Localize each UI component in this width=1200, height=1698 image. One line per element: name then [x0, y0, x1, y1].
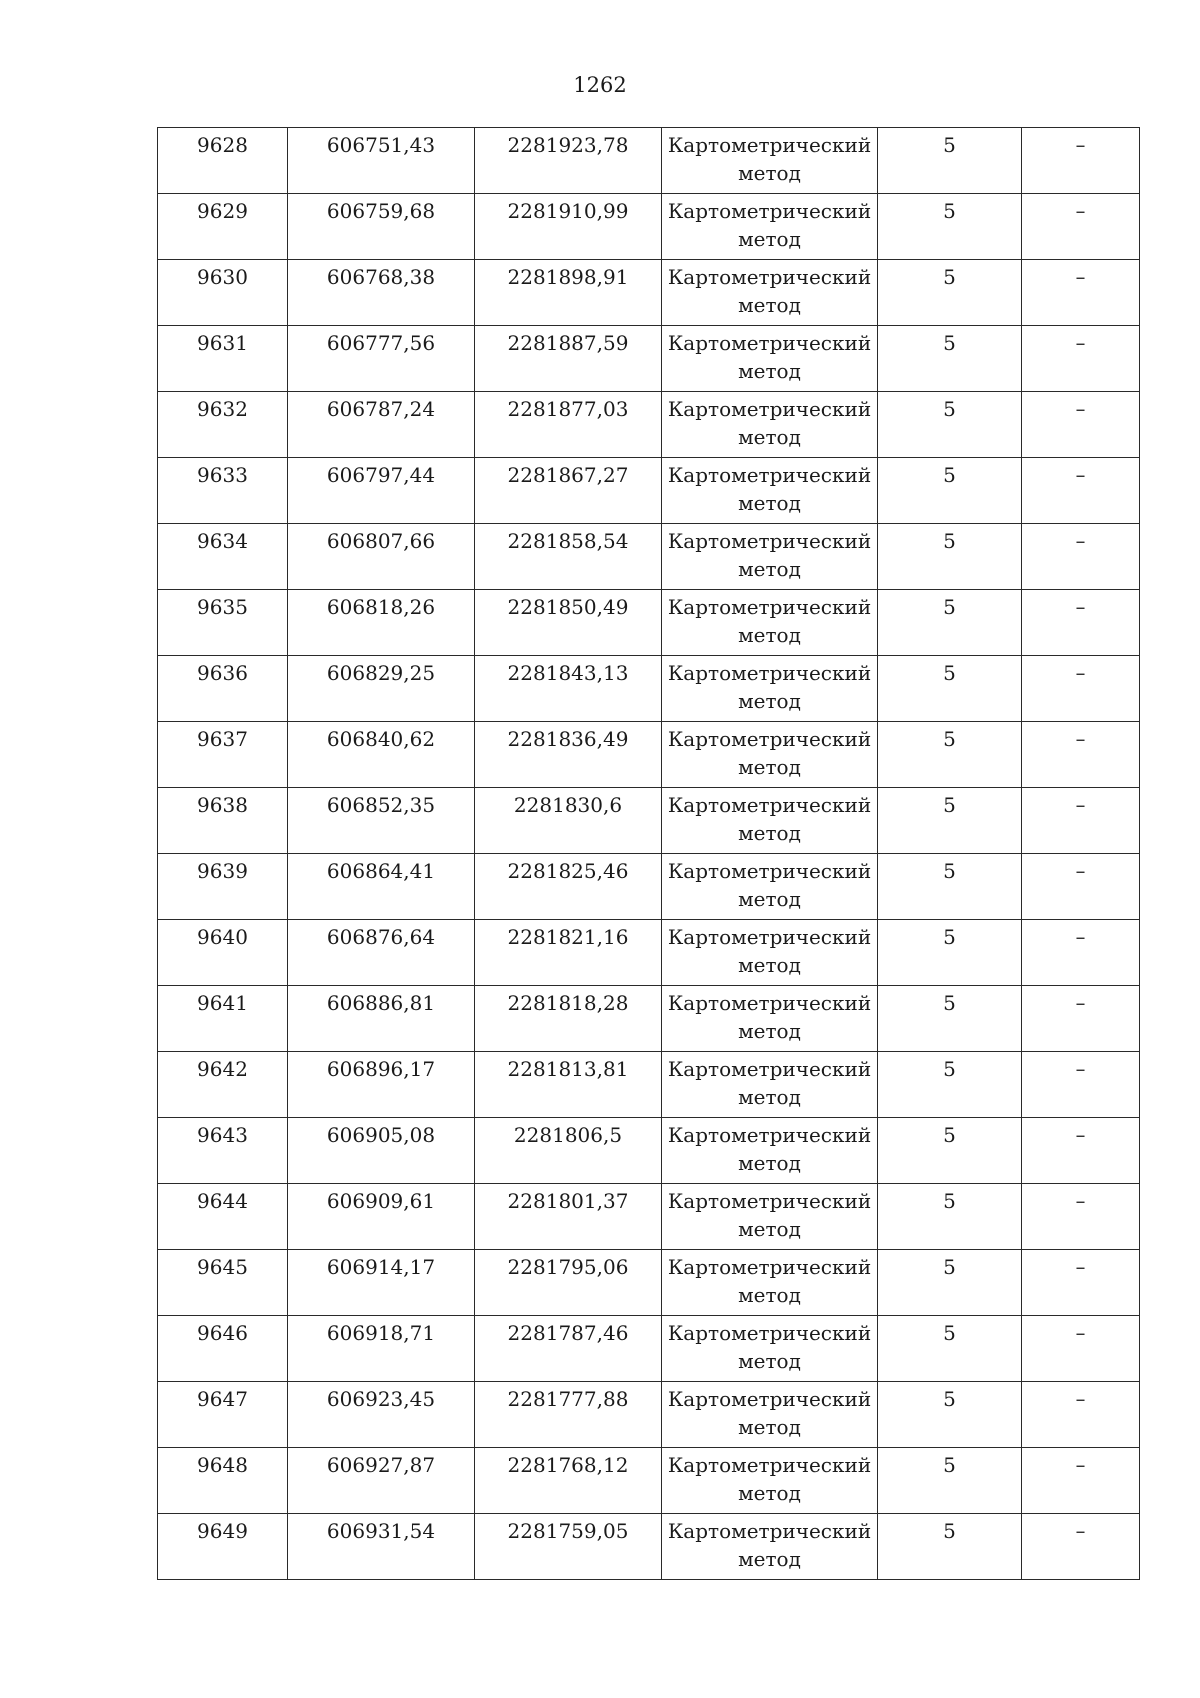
table-row: [158, 656, 1140, 722]
method-cell: Картометрический метод: [662, 590, 878, 656]
x-coordinate-cell: 606876,64: [288, 920, 475, 986]
table-row: [158, 458, 1140, 524]
note-cell: –: [1022, 260, 1140, 326]
method-cell: Картометрический метод: [662, 1052, 878, 1118]
note-cell: –: [1022, 392, 1140, 458]
method-cell: Картометрический метод: [662, 260, 878, 326]
accuracy-cell: 5: [878, 1448, 1022, 1514]
accuracy-cell: 5: [878, 326, 1022, 392]
x-coordinate-cell: 606886,81: [288, 986, 475, 1052]
point-number-cell: 9641: [158, 986, 288, 1052]
y-coordinate-cell: 2281777,88: [475, 1382, 662, 1448]
x-coordinate-cell: 606797,44: [288, 458, 475, 524]
table-row: [158, 986, 1140, 1052]
y-coordinate-cell: 2281813,81: [475, 1052, 662, 1118]
point-number-cell: 9630: [158, 260, 288, 326]
point-number-cell: 9631: [158, 326, 288, 392]
y-coordinate-cell: 2281830,6: [475, 788, 662, 854]
x-coordinate-cell: 606751,43: [288, 128, 475, 194]
note-cell: –: [1022, 194, 1140, 260]
y-coordinate-cell: 2281759,05: [475, 1514, 662, 1580]
x-coordinate-cell: 606759,68: [288, 194, 475, 260]
accuracy-cell: 5: [878, 1184, 1022, 1250]
method-cell: Картометрический метод: [662, 920, 878, 986]
table-row: [158, 1316, 1140, 1382]
accuracy-cell: 5: [878, 920, 1022, 986]
y-coordinate-cell: 2281887,59: [475, 326, 662, 392]
accuracy-cell: 5: [878, 1052, 1022, 1118]
y-coordinate-cell: 2281768,12: [475, 1448, 662, 1514]
x-coordinate-cell: 606852,35: [288, 788, 475, 854]
point-number-cell: 9643: [158, 1118, 288, 1184]
y-coordinate-cell: 2281923,78: [475, 128, 662, 194]
note-cell: –: [1022, 326, 1140, 392]
note-cell: –: [1022, 128, 1140, 194]
x-coordinate-cell: 606931,54: [288, 1514, 475, 1580]
table-row: [158, 1514, 1140, 1580]
method-cell: Картометрический метод: [662, 1250, 878, 1316]
method-cell: Картометрический метод: [662, 128, 878, 194]
note-cell: –: [1022, 986, 1140, 1052]
table-row: [158, 1184, 1140, 1250]
y-coordinate-cell: 2281825,46: [475, 854, 662, 920]
table-row: [158, 326, 1140, 392]
page-number: 1262: [573, 73, 627, 97]
note-cell: –: [1022, 1052, 1140, 1118]
accuracy-cell: 5: [878, 722, 1022, 788]
accuracy-cell: 5: [878, 128, 1022, 194]
table-row: [158, 1118, 1140, 1184]
point-number-cell: 9629: [158, 194, 288, 260]
x-coordinate-cell: 606927,87: [288, 1448, 475, 1514]
x-coordinate-cell: 606896,17: [288, 1052, 475, 1118]
accuracy-cell: 5: [878, 1382, 1022, 1448]
method-cell: Картометрический метод: [662, 1316, 878, 1382]
y-coordinate-cell: 2281867,27: [475, 458, 662, 524]
y-coordinate-cell: 2281898,91: [475, 260, 662, 326]
note-cell: –: [1022, 458, 1140, 524]
x-coordinate-cell: 606787,24: [288, 392, 475, 458]
coordinates-table: [157, 127, 1140, 1580]
note-cell: –: [1022, 920, 1140, 986]
point-number-cell: 9635: [158, 590, 288, 656]
note-cell: –: [1022, 1514, 1140, 1580]
y-coordinate-cell: 2281877,03: [475, 392, 662, 458]
method-cell: Картометрический метод: [662, 1184, 878, 1250]
table-row: [158, 260, 1140, 326]
method-cell: Картометрический метод: [662, 524, 878, 590]
accuracy-cell: 5: [878, 1250, 1022, 1316]
method-cell: Картометрический метод: [662, 1382, 878, 1448]
x-coordinate-cell: 606909,61: [288, 1184, 475, 1250]
table-row: [158, 1250, 1140, 1316]
y-coordinate-cell: 2281795,06: [475, 1250, 662, 1316]
point-number-cell: 9636: [158, 656, 288, 722]
x-coordinate-cell: 606864,41: [288, 854, 475, 920]
note-cell: –: [1022, 1448, 1140, 1514]
y-coordinate-cell: 2281801,37: [475, 1184, 662, 1250]
method-cell: Картометрический метод: [662, 1118, 878, 1184]
note-cell: –: [1022, 1250, 1140, 1316]
point-number-cell: 9633: [158, 458, 288, 524]
table-row: [158, 392, 1140, 458]
y-coordinate-cell: 2281850,49: [475, 590, 662, 656]
y-coordinate-cell: 2281821,16: [475, 920, 662, 986]
y-coordinate-cell: 2281806,5: [475, 1118, 662, 1184]
y-coordinate-cell: 2281858,54: [475, 524, 662, 590]
note-cell: –: [1022, 788, 1140, 854]
method-cell: Картометрический метод: [662, 1448, 878, 1514]
accuracy-cell: 5: [878, 260, 1022, 326]
note-cell: –: [1022, 722, 1140, 788]
table-row: [158, 788, 1140, 854]
table-row: [158, 194, 1140, 260]
y-coordinate-cell: 2281787,46: [475, 1316, 662, 1382]
accuracy-cell: 5: [878, 1316, 1022, 1382]
point-number-cell: 9628: [158, 128, 288, 194]
method-cell: Картометрический метод: [662, 326, 878, 392]
method-cell: Картометрический метод: [662, 194, 878, 260]
accuracy-cell: 5: [878, 194, 1022, 260]
y-coordinate-cell: 2281818,28: [475, 986, 662, 1052]
point-number-cell: 9645: [158, 1250, 288, 1316]
y-coordinate-cell: 2281843,13: [475, 656, 662, 722]
accuracy-cell: 5: [878, 656, 1022, 722]
accuracy-cell: 5: [878, 524, 1022, 590]
accuracy-cell: 5: [878, 1514, 1022, 1580]
x-coordinate-cell: 606840,62: [288, 722, 475, 788]
note-cell: –: [1022, 854, 1140, 920]
y-coordinate-cell: 2281910,99: [475, 194, 662, 260]
point-number-cell: 9647: [158, 1382, 288, 1448]
accuracy-cell: 5: [878, 392, 1022, 458]
note-cell: –: [1022, 1184, 1140, 1250]
x-coordinate-cell: 606818,26: [288, 590, 475, 656]
point-number-cell: 9639: [158, 854, 288, 920]
accuracy-cell: 5: [878, 590, 1022, 656]
method-cell: Картометрический метод: [662, 722, 878, 788]
point-number-cell: 9649: [158, 1514, 288, 1580]
point-number-cell: 9644: [158, 1184, 288, 1250]
table-row: [158, 590, 1140, 656]
point-number-cell: 9637: [158, 722, 288, 788]
table-row: [158, 920, 1140, 986]
table-body: [158, 128, 1140, 1580]
table-row: [158, 1448, 1140, 1514]
accuracy-cell: 5: [878, 986, 1022, 1052]
accuracy-cell: 5: [878, 458, 1022, 524]
accuracy-cell: 5: [878, 854, 1022, 920]
table-row: [158, 524, 1140, 590]
point-number-cell: 9634: [158, 524, 288, 590]
point-number-cell: 9642: [158, 1052, 288, 1118]
x-coordinate-cell: 606914,17: [288, 1250, 475, 1316]
method-cell: Картометрический метод: [662, 788, 878, 854]
point-number-cell: 9648: [158, 1448, 288, 1514]
accuracy-cell: 5: [878, 788, 1022, 854]
note-cell: –: [1022, 1316, 1140, 1382]
note-cell: –: [1022, 656, 1140, 722]
y-coordinate-cell: 2281836,49: [475, 722, 662, 788]
x-coordinate-cell: 606768,38: [288, 260, 475, 326]
method-cell: Картометрический метод: [662, 458, 878, 524]
x-coordinate-cell: 606918,71: [288, 1316, 475, 1382]
note-cell: –: [1022, 590, 1140, 656]
table-row: [158, 1382, 1140, 1448]
point-number-cell: 9640: [158, 920, 288, 986]
table-row: [158, 722, 1140, 788]
method-cell: Картометрический метод: [662, 392, 878, 458]
point-number-cell: 9646: [158, 1316, 288, 1382]
x-coordinate-cell: 606807,66: [288, 524, 475, 590]
x-coordinate-cell: 606905,08: [288, 1118, 475, 1184]
x-coordinate-cell: 606829,25: [288, 656, 475, 722]
point-number-cell: 9632: [158, 392, 288, 458]
note-cell: –: [1022, 1382, 1140, 1448]
table-row: [158, 128, 1140, 194]
x-coordinate-cell: 606923,45: [288, 1382, 475, 1448]
table-row: [158, 854, 1140, 920]
method-cell: Картометрический метод: [662, 1514, 878, 1580]
method-cell: Картометрический метод: [662, 854, 878, 920]
method-cell: Картометрический метод: [662, 986, 878, 1052]
accuracy-cell: 5: [878, 1118, 1022, 1184]
x-coordinate-cell: 606777,56: [288, 326, 475, 392]
note-cell: –: [1022, 1118, 1140, 1184]
point-number-cell: 9638: [158, 788, 288, 854]
note-cell: –: [1022, 524, 1140, 590]
method-cell: Картометрический метод: [662, 656, 878, 722]
table-row: [158, 1052, 1140, 1118]
